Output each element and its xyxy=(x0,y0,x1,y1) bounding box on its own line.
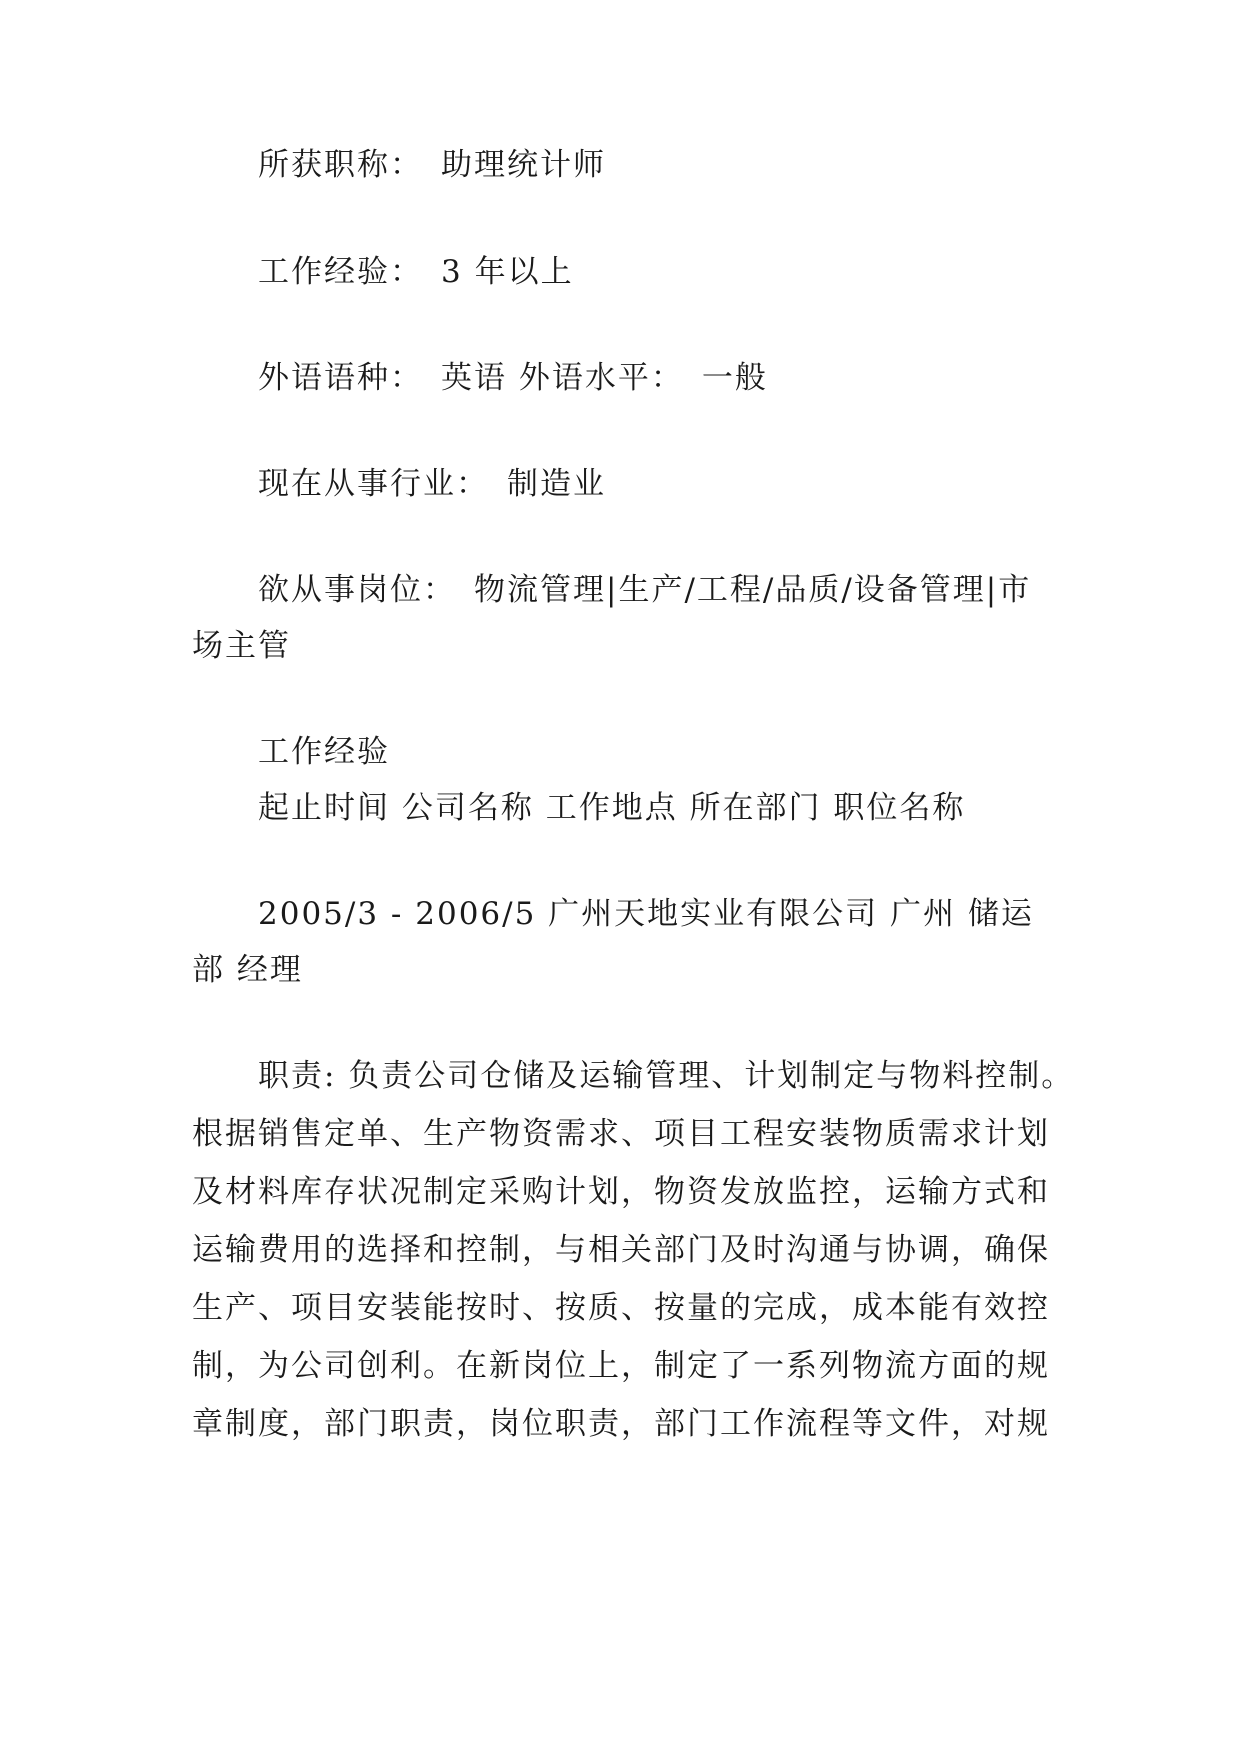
duties-line-4: 运输费用的选择和控制，与相关部门及时沟通与协调，确保 xyxy=(192,1232,1050,1268)
field-industry-label: 现在从事行业： xyxy=(258,466,489,502)
field-language-value: 英语 xyxy=(441,360,507,396)
field-experience-value: 3 年以上 xyxy=(441,254,574,290)
field-industry-value: 制造业 xyxy=(507,466,606,502)
work-entry-line2: 部 经理 xyxy=(192,952,303,988)
field-language xyxy=(258,360,768,397)
field-desired-position-value: 物流管理|生产/工程/品质/设备管理|市 xyxy=(474,572,1032,608)
field-language-level-label: 外语水平： xyxy=(518,360,684,396)
duties-line-1: 职责: 负责公司仓储及运输管理、计划制定与物料控制。 xyxy=(258,1058,1075,1094)
field-language-label: 外语语种： xyxy=(258,360,423,396)
duties-line-6: 制，为公司创利。在新岗位上，制定了一系列物流方面的规 xyxy=(192,1348,1050,1384)
work-entry-line1: 2005/3 - 2006/5 广州天地实业有限公司 广州 储运 xyxy=(258,896,1034,932)
duties-line-7: 章制度，部门职责，岗位职责，部门工作流程等文件，对规 xyxy=(192,1406,1050,1442)
field-experience xyxy=(258,254,574,291)
field-title-label: 所获职称： xyxy=(258,147,423,183)
duties-line-2: 根据销售定单、生产物资需求、项目工程安装物质需求计划 xyxy=(192,1116,1050,1152)
field-desired-position xyxy=(258,572,1031,609)
duties-line-3: 及材料库存状况制定采购计划，物资发放监控，运输方式和 xyxy=(192,1174,1050,1210)
field-industry xyxy=(258,466,606,503)
duties-line-5: 生产、项目安装能按时、按质、按量的完成，成本能有效控 xyxy=(192,1290,1050,1326)
field-language-level-value: 一般 xyxy=(701,360,768,396)
field-title xyxy=(258,147,606,184)
work-experience-heading: 工作经验 xyxy=(258,734,390,770)
work-experience-columns: 起止时间 公司名称 工作地点 所在部门 职位名称 xyxy=(258,790,966,826)
field-desired-position-cont: 场主管 xyxy=(192,628,291,664)
field-desired-position-label: 欲从事岗位： xyxy=(258,572,456,608)
field-title-value: 助理统计师 xyxy=(441,147,606,183)
field-experience-label: 工作经验： xyxy=(258,254,423,290)
